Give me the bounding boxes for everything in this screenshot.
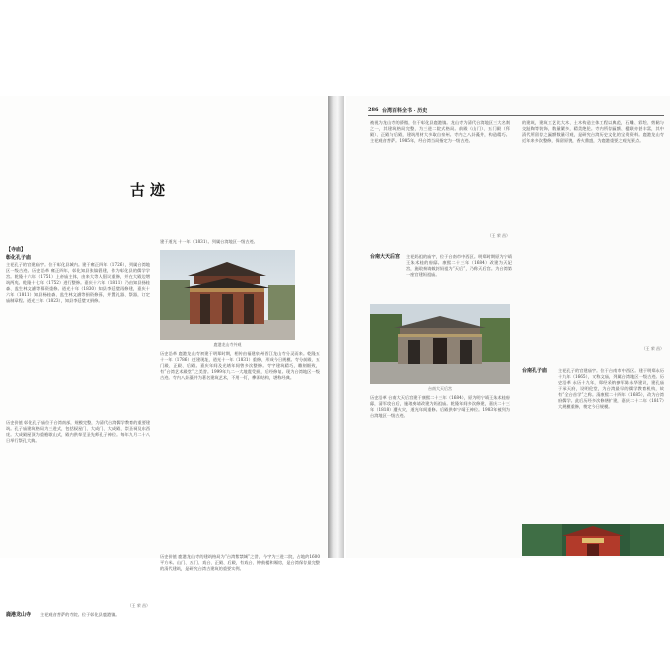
tianhou-temple-photo [370, 304, 510, 384]
col2-history-text: 历史沿革 鹿港龙山寺初建于明郑时期，相传由福建泉州晋江龙山寺分灵而来。乾隆五十一年（1786）迁建现址，道光十一年（1831）重修，形成今日规模。寺分前殿、五门殿、正殿、后殿。嘉庆年间及光绪年间曾多次整修。寺宇建筑精巧，雕刻细致，有“台湾艺术殿堂”之美誉。1999年九二一大地震受损，后经修复。现为台湾地区一级古迹。寺内八卦藻井为著名建筑艺术，不用一钉，榫卯结构，堪称经典。 [160, 351, 320, 380]
left-page [0, 96, 327, 618]
col2-value-text: 历史价值 鹿港龙山寺的建筑格局为“台湾紫禁城”之誉，今宇为三进二院，占地约1600平方米。山门、五门、戏台、正殿、后殿，有戏台、钟鼓楼和厢房，是台湾保存最完整的清代建筑，是研究台湾古建筑的重要实例。 [160, 554, 320, 571]
lukang-temple-photo [160, 250, 295, 340]
entry-heading-changhua-confucius: 彰化孔子庙 [6, 255, 32, 261]
chapter-title: 古迹 [130, 181, 171, 199]
author-signature: （王 荣 昌） [641, 346, 664, 351]
author-signature: （王 荣 昌） [487, 233, 510, 238]
entry-text-tainan-confucius: 主祀孔子的官建庙宇。位于台南市中西区。建于明郑永历十九年（1665），又称文庙，列属台湾地区一级古迹。历史沿革 永历十九年，郑经采纳参军陈永华建议，建孔庙于承天府，设明伦堂，为台湾最早的儒学教育机构，故有“全台首学”之称。清康熙二十四年（1685），改为台湾府儒学。此后历经多次修缮扩建，嘉庆二十二年（1817）大规模重修，奠定今日规模。 [558, 368, 664, 409]
book-spine [328, 96, 344, 558]
entry-text-changhua-confucius: 主祀孔子的官建庙宇。位于彰化县城内。建于雍正四年（1726），列属台湾地区一级古迹。历史沿革 雍正四年，彰化知县张镐倡建，作为彰化县的儒学学宫。乾隆十六年（1751）上帝庙主体，由来大等人倡议重修，并在大殿边增筑两庑。乾隆十七年（1752）进行整修。嘉庆十六年（1811）乃由知县扬桂森、监生林文濬等募资重修。道光十年（1830）知县李廷璧再修建，嘉庆十六年（1811）知县杨桂森、监生林文濬等捐资修葺，并置礼器、祭器，订定庙制章程。道光三年（1823），知县李廷璧又捐修。 [6, 262, 150, 303]
tainan-confucius-photo [522, 524, 664, 556]
col2-intro-text: 建于道光 十一年（1831）。列属台湾地区一级古迹。 [160, 239, 258, 244]
running-header: 台湾百科全书 · 历史 [382, 108, 428, 114]
entry-heading-tainan-tianhou: 台南大天后宫 [370, 254, 401, 260]
entry-text-tainan-tianhou: 主祀妈祖的庙宇，位于台南市中西区。明郑时期原为宁靖王朱术桂的府邸。康熙二十三年（1684）改建为天妃宫，施琅奏请敕封妈祖为“天后”，乃称天后宫。为台湾第一座官建妈祖庙。 [406, 254, 512, 277]
entry-heading-lukang-longshan: 鹿港龙山寺 [6, 612, 32, 618]
col1-continued-text: 被视为龙山寺的骄傲，位于彰化县鹿港镇。龙山寺为清代台湾地区三大名刹之一，其建筑格局完整，为三进二院式格局。前殿（山门）、五门殿（拜殿）、正殿与后殿，建筑用材大多取自泉州。寺内之八卦藻井，构造精巧。主祀观音菩萨。1985年，经台湾当局指定为一级古迹。 [370, 120, 510, 143]
entry-heading-tainan-confucius: 台南孔子庙 [522, 368, 548, 374]
photo-caption-tianhou: 台南大天后宫 [428, 386, 452, 391]
col1-history-text: 历史沿革 台南大天后宫建于康熙二十三年（1684），原为明宁靖王朱术桂府邸，清军攻台后，施琅奏请改建为妈祖庙。乾隆年间多次修建，嘉庆二十三年（1818）遭火灾，道光年间重修。后殿供奉宁靖王神位。1983年被列为台湾地区一级古迹。 [370, 395, 510, 418]
page-number: 286 [368, 107, 379, 113]
entry-text-lukang-longshan: 主祀观音菩萨的寺院。位于彰化县鹿港镇。 [40, 612, 120, 617]
section-label: 【寺庙】 [6, 247, 27, 253]
photo-caption-lukang: 鹿港龙山寺外观 [213, 342, 242, 347]
entry-text-changhua-history: 历史价值 彰化孔子庙位于台湾南部，规模完整，为清代台湾儒学教育的重要建筑。孔子庙建筑格局为三进式，包括棂星门、大成门、大成殿、崇圣祠及东西庑。大成殿屋顶为重檐歇山式，殿内供奉至圣先师孔子神位。每年九月二十八日举行祭孔大典。 [6, 420, 150, 443]
col2-continued-text: 的建筑，建筑工艺比大木、土木构造主体工程以典范，石雕、彩绘、剪黏与交趾陶等装饰，数量繁多，精美绝伦。寺内所存匾额、楹联亦甚丰富，其中清代所留存之匾额数量可观，是研究台湾历史文化的宝贵资料。鹿港龙山寺近年来多次整修，保留原貌，香火鼎盛，为鹿港重要之观光景点。 [522, 120, 664, 143]
right-page [346, 96, 670, 558]
header-rule [368, 115, 664, 116]
author-signature: （王 荣 昌） [127, 603, 150, 608]
